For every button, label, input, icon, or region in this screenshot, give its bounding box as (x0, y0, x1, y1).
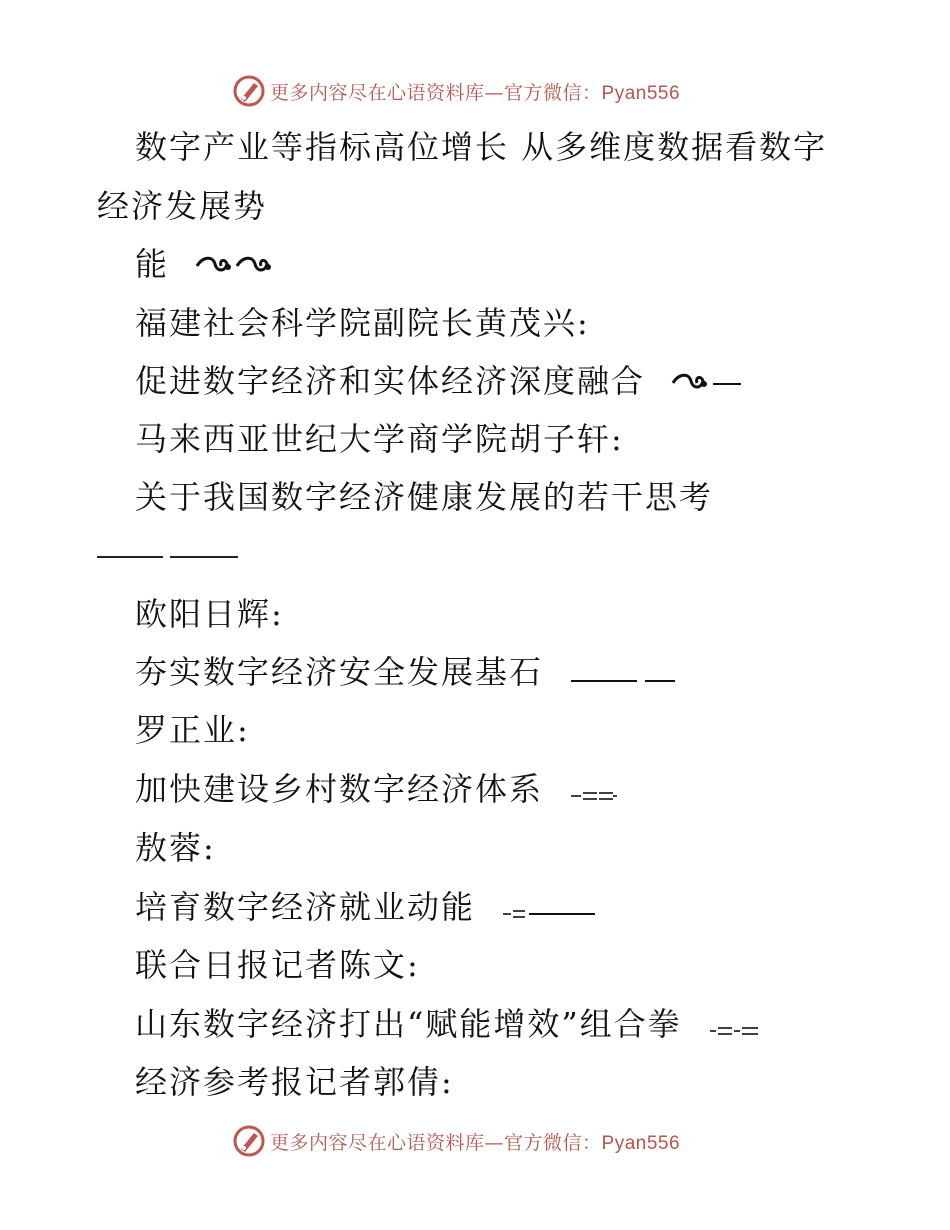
doc-title-line-3: 能 (135, 244, 273, 287)
watermark-banner-top (0, 70, 950, 110)
doc-item: 夯实数字经济安全发展基石 (135, 652, 679, 695)
watermark-text: 更多内容尽在心语资料库—官方微信：Pyan556 (270, 81, 681, 104)
doc-item: 经济参考报记者郭倩: (135, 1063, 454, 1101)
doc-item: 罗正业: (135, 711, 250, 749)
doc-item: 欧阳日辉: (135, 595, 284, 633)
doc-item: 山东数字经济打出“赋能增效”组合拳 (135, 1004, 764, 1047)
pen-logo-icon (232, 1124, 266, 1158)
doc-item: 促进数字经济和实体经济深度融合 (135, 361, 743, 404)
doc-item: 联合日报记者陈文: (135, 946, 420, 984)
doc-item: 福建社会科学院副院长黄茂兴: (135, 304, 590, 342)
equals-pair-ornament-icon (708, 1007, 764, 1047)
doc-item: 加快建设乡村数字经济体系 (135, 769, 619, 812)
doc-item: 培育数字经济就业动能 (135, 887, 597, 930)
flourish-ornament-icon (195, 247, 273, 287)
separator-rule (97, 556, 163, 558)
equals-dash-ornament-icon (501, 890, 597, 930)
doc-item: 关于我国数字经济健康发展的若干思考 (135, 478, 714, 516)
pen-logo-icon (232, 74, 266, 108)
equals-ornament-icon (569, 772, 619, 812)
dash-ornament-icon (569, 655, 679, 695)
watermark-text: 更多内容尽在心语资料库—官方微信：Pyan556 (270, 1131, 681, 1154)
doc-title-line-1: 数字产业等指标高位增长 从多维度数据看数字 (135, 128, 828, 166)
watermark-banner-bottom (0, 1120, 950, 1160)
separator-rule (170, 556, 238, 558)
doc-item: 敖蓉: (135, 829, 216, 867)
doc-item: 马来西亚世纪大学商学院胡子轩: (135, 420, 624, 458)
flourish-dash-icon (671, 364, 743, 404)
doc-title-line-2: 经济发展势 (97, 187, 268, 225)
